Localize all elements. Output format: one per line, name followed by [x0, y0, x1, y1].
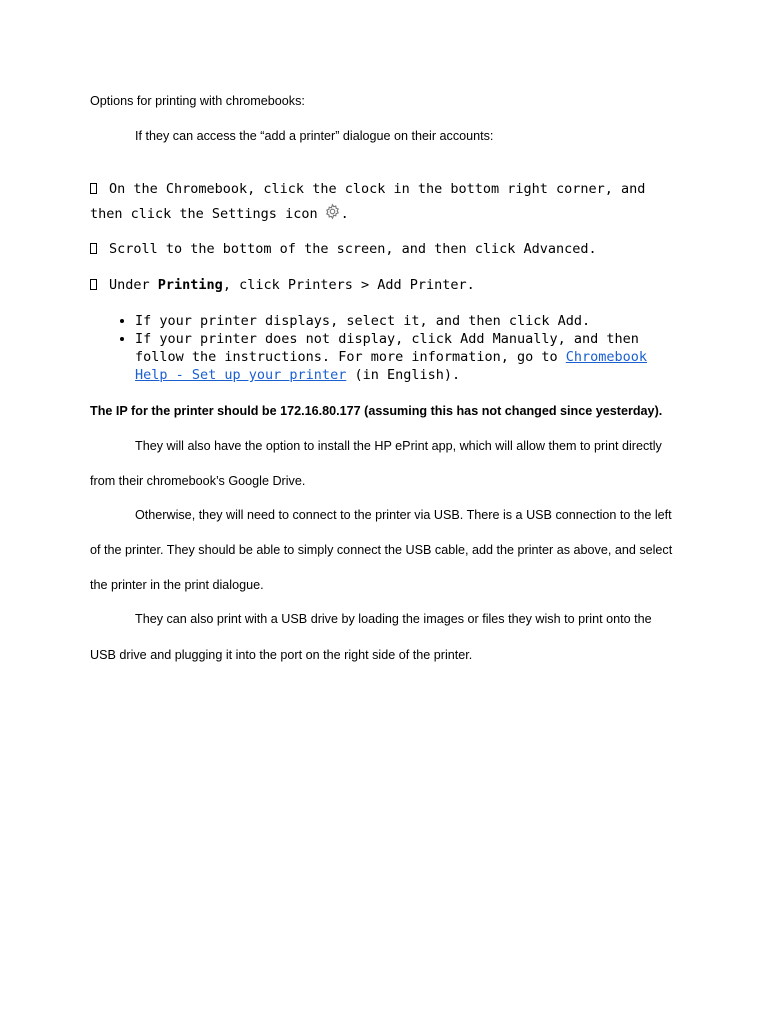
step-1-line1: On the Chromebook, click the clock in the bottom right corner, and	[109, 181, 646, 197]
step-1-continued	[90, 203, 349, 224]
eprint-line-2: from their chromebook’s Google Drive.	[90, 474, 306, 488]
step-3-suffix: , click Printers > Add Printer.	[222, 277, 475, 293]
intro-line: If they can access the “add a printer” dialogue on their accounts:	[135, 129, 494, 143]
bullet-1-text: If your printer displays, select it, and then click Add.	[135, 313, 591, 329]
drive-line-2: USB drive and plugging it into the port on the right side of the printer.	[90, 648, 473, 662]
bullet-list	[112, 312, 647, 384]
usb-line-1: Otherwise, they will need to connect to the printer via USB. There is a USB connection to the left	[135, 508, 672, 522]
step-3-prefix: Under	[109, 277, 158, 293]
bullet-2-line2: follow the instructions. For more information, go to	[135, 349, 566, 365]
bullet-2-line3: (in English).	[346, 367, 461, 383]
step-1-period: .	[340, 206, 349, 222]
chromebook-help-link-part1[interactable]: Chromebook	[565, 349, 648, 365]
missing-glyph-icon	[90, 279, 97, 290]
missing-glyph-icon	[90, 183, 97, 194]
chromebook-help-link-part2[interactable]: Help - Set up your printer	[135, 367, 347, 383]
step-3	[90, 277, 475, 293]
step-2-text: Scroll to the bottom of the screen, and then click Advanced.	[109, 241, 597, 257]
bullet-item	[135, 312, 647, 330]
doc-heading: Options for printing with chromebooks:	[90, 94, 305, 108]
bullet-2-line1: If your printer does not display, click Add Manually, and then	[135, 331, 639, 347]
step-1-line2: then click the Settings icon	[90, 206, 318, 222]
step-2	[90, 241, 597, 257]
usb-line-3: the printer in the print dialogue.	[90, 578, 264, 592]
usb-line-2: of the printer. They should be able to simply connect the USB cable, add the printer as above, and select	[90, 543, 673, 557]
ip-note: The IP for the printer should be 172.16.80.177 (assuming this has not changed since yesterday).	[90, 404, 663, 418]
bullet-item	[135, 330, 647, 384]
step-3-bold: Printing	[157, 277, 223, 293]
step-1	[90, 181, 645, 197]
eprint-line-1: They will also have the option to install the HP ePrint app, which will allow them to print directly	[135, 439, 662, 453]
gear-icon	[324, 203, 341, 224]
missing-glyph-icon	[90, 243, 97, 254]
drive-line-1: They can also print with a USB drive by loading the images or files they wish to print onto the	[135, 612, 652, 626]
